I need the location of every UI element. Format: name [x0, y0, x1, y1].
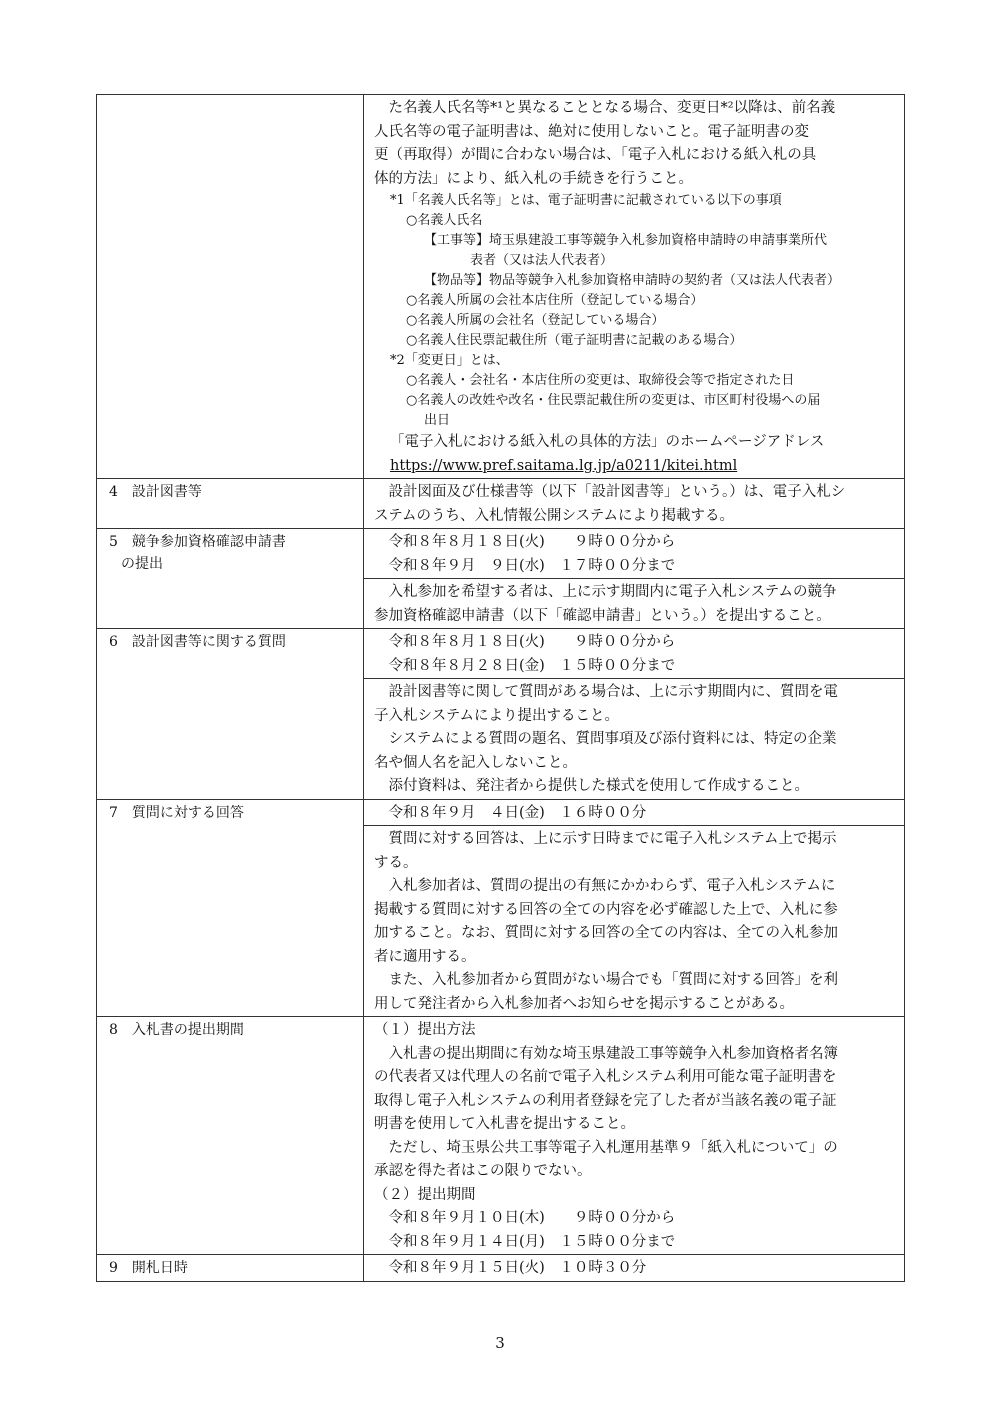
period-end: 令和８年９月１４日(月) １５時００分まで	[374, 1233, 676, 1250]
text-line: 入札書の提出期間に有効な埼玉県建設工事等競争入札参加資格者名簿	[374, 1045, 838, 1062]
row-continuation-content	[364, 95, 905, 479]
note2-item: ○名義人・会社名・本店住所の変更は、取締役会等で指定された日	[406, 373, 795, 388]
text-line: ステムのうち、入札情報公開システムにより掲載する。	[374, 507, 735, 524]
text-line: 質問に対する回答は、上に示す日時までに電子入札システム上で掲示	[374, 831, 837, 847]
row-continuation-label	[97, 95, 364, 479]
note1-item: ○名義人住民票記載住所（電子証明書に記載のある場合）	[406, 333, 743, 348]
text-line: 設計図書等に関して質問がある場合は、上に示す期間内に、質問を電	[374, 684, 838, 700]
text-line: 体的方法」により、紙入札の手続きを行うこと。	[374, 170, 693, 187]
note1-item: ○名義人所属の会社本店住所（登記している場合）	[406, 293, 704, 308]
text-line: また、入札参加者から質問がない場合でも「質問に対する回答」を利	[374, 972, 838, 988]
row-5	[97, 529, 905, 629]
text-line: 入札参加を希望する者は、上に示す期間内に電子入札システムの競争	[374, 584, 837, 600]
page-number: 3	[495, 1334, 505, 1352]
row-6-label: 6 設計図書等に関する質問	[97, 629, 364, 800]
row-8-content	[364, 1017, 905, 1255]
row-5-content	[364, 529, 905, 629]
text-line: 人氏名等の電子証明書は、絶対に使用しないこと。電子証明書の変	[374, 123, 809, 140]
text-line: の代表者又は代理人の名前で電子入札システム利用可能な電子証明書を	[374, 1069, 837, 1085]
homepage-label: 「電子入札における紙入札の具体的方法」のホームページアドレス	[390, 434, 825, 450]
row-continuation	[97, 95, 905, 479]
note1-item: 【工事等】埼玉県建設工事等競争入札参加資格申請時の申請事業所代	[424, 233, 828, 248]
text-line: 承認を得た者はこの限りでない。	[374, 1163, 592, 1179]
period-end: 令和８年８月２８日(金) １５時００分まで	[374, 657, 676, 674]
note1-item: ○名義人氏名	[406, 213, 483, 228]
homepage-url-link[interactable]: https://www.pref.saitama.lg.jp/a0211/kitei.html	[390, 457, 738, 474]
text-line: 設計図面及び仕様書等（以下「設計図書等」という。）は、電子入札シ	[374, 484, 846, 500]
text-line: 取得し電子入札システムの利用者登録を完了した者が当該名義の電子証	[374, 1092, 837, 1109]
text-line: た名義人氏名等*¹と異なることとなる場合、変更日*²以降は、前名義	[374, 100, 836, 116]
row-7-content	[364, 799, 905, 1017]
row-4-content	[364, 479, 905, 529]
row-6	[97, 629, 905, 800]
row-9-label: 9 開札日時	[97, 1255, 364, 1282]
row-9	[97, 1255, 905, 1282]
row-7-label: 7 質問に対する回答	[97, 799, 364, 1017]
period-start: 令和８年８月１８日(火) ９時００分から	[374, 634, 676, 650]
row-6-content	[364, 629, 905, 800]
text-line: 添付資料は、発注者から提供した様式を使用して作成すること。	[374, 778, 809, 794]
note1-item: 表者（又は法人代表者）	[470, 253, 614, 268]
row-8-label: 8 入札書の提出期間	[97, 1017, 364, 1255]
row-7	[97, 799, 905, 1017]
text-line: 更（再取得）が間に合わない場合は、「電子入札における紙入札の具	[374, 147, 817, 163]
text-line: 参加資格確認申請書（以下「確認申請書」という。）を提出すること。	[374, 607, 831, 624]
note2-item: ○名義人の改姓や改名・住民票記載住所の変更は、市区町村役場への届	[406, 393, 821, 408]
note2-title: *2「変更日」とは、	[390, 353, 509, 368]
text-line: システムによる質問の題名、質問事項及び添付資料には、特定の企業	[374, 731, 837, 747]
note1-title: *1「名義人氏名等」とは、電子証明書に記載されている以下の事項	[390, 193, 782, 208]
row-8	[97, 1017, 905, 1255]
row-4-label: 4 設計図書等	[97, 479, 364, 529]
row-5-label	[97, 529, 364, 629]
main-table	[96, 94, 905, 1282]
text-line: 明書を使用して入札書を提出すること。	[374, 1116, 635, 1132]
text-line: 加すること。なお、質問に対する回答の全ての内容は、全ての入札参加	[374, 925, 838, 941]
text-line: 子入札システムにより提出すること。	[374, 707, 620, 724]
text-line: 者に適用する。	[374, 948, 476, 965]
row-5-label-line: の提出	[121, 556, 163, 572]
period-end: 令和８年９月 ９日(水) １７時００分まで	[374, 557, 676, 574]
text-line: （１）提出方法	[374, 1022, 476, 1038]
period-start: 令和８年８月１８日(火) ９時００分から	[374, 534, 676, 550]
note1-item: 【物品等】物品等競争入札参加資格申請時の契約者（又は法人代表者）	[424, 273, 841, 288]
text-line: 名や個人名を記入しないこと。	[374, 754, 577, 771]
text-line: 掲載する質問に対する回答の全ての内容を必ず確認した上で、入札に参	[374, 901, 838, 918]
row-4	[97, 479, 905, 529]
text-line: 用して発注者から入札参加者へお知らせを掲示することがある。	[374, 995, 795, 1012]
text-line: （２）提出期間	[374, 1186, 476, 1203]
note1-item: ○名義人所属の会社名（登記している場合）	[406, 313, 665, 328]
period-start: 令和８年９月１０日(木) ９時００分から	[374, 1210, 676, 1226]
row-9-content	[364, 1255, 905, 1282]
answer-date: 令和８年９月 ４日(金) １６時００分	[374, 804, 647, 821]
note2-item: 出日	[424, 413, 451, 428]
text-line: する。	[374, 854, 418, 871]
opening-date: 令和８年９月１５日(火) １０時３０分	[374, 1260, 647, 1276]
text-line: 入札参加者は、質問の提出の有無にかかわらず、電子入札システムに	[374, 878, 836, 894]
text-line: ただし、埼玉県公共工事等電子入札運用基準９「紙入札について」の	[374, 1139, 838, 1156]
row-5-label-line: 5 競争参加資格確認申請書	[109, 534, 286, 550]
